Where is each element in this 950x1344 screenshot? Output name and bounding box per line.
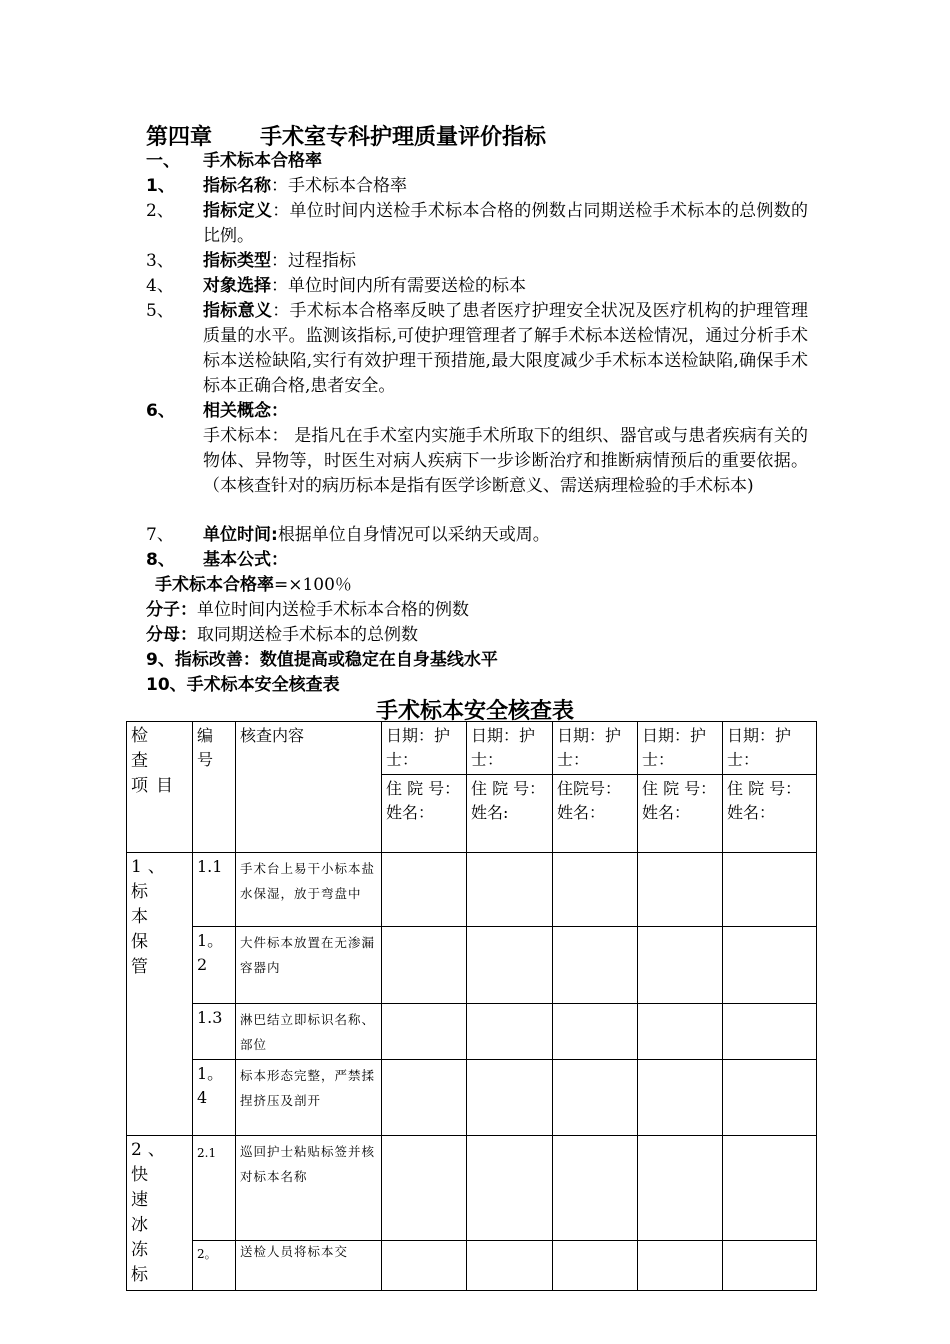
check-cell[interactable]: [638, 1240, 723, 1290]
check-cell[interactable]: [553, 1004, 638, 1060]
item-num: 6、: [146, 401, 175, 421]
item-text: ：过程指标: [271, 251, 356, 271]
section-title: 手术标本合格率: [203, 151, 322, 171]
check-cell[interactable]: [723, 1136, 817, 1241]
header-content: 核查内容: [236, 722, 382, 853]
item-num: 7、: [146, 525, 174, 545]
check-item: 2、快 速 冰 冻 标: [127, 1136, 193, 1291]
header-date-nurse: 日期：护士：: [638, 722, 723, 775]
row-number: 2。: [193, 1240, 236, 1290]
item-num: 1、: [146, 176, 175, 196]
chapter-label: 第四章: [146, 125, 213, 150]
check-cell[interactable]: [723, 853, 817, 927]
check-cell[interactable]: [382, 927, 467, 1004]
item-text: ：手术标本合格率反映了患者医疗护理安全状况及医疗机构的护理管理质量的水平。监测该指标,可使护理管理者了解手术标本送检情况，通过分析手术标本送检缺陷,实行有效护理干预措施,最大限度减少手术标本送检缺陷,确保手术标本正确合格,患者安全。: [203, 301, 809, 396]
check-cell[interactable]: [382, 1004, 467, 1060]
item-num: 4、: [146, 276, 174, 296]
check-cell[interactable]: [553, 853, 638, 927]
denominator-label: 分母：: [146, 625, 197, 645]
item-label: 相关概念：: [203, 401, 288, 421]
item-9: 9、指标改善：数值提高或稳定在自身基线水平: [146, 650, 498, 670]
check-cell[interactable]: [467, 853, 553, 927]
header-date-nurse: 日期：护士：: [467, 722, 553, 775]
check-cell[interactable]: [723, 1060, 817, 1136]
item-num: 2、: [146, 201, 174, 221]
item-label: 对象选择: [203, 276, 271, 296]
item-num: 5、: [146, 301, 174, 321]
checklist-table: [126, 721, 817, 1291]
item-label: 指标类型: [203, 251, 271, 271]
row-content: 大件标本放置在无渗漏容器内: [236, 927, 382, 1004]
check-cell[interactable]: [553, 1060, 638, 1136]
chapter-title: [146, 120, 546, 151]
check-cell[interactable]: [382, 1060, 467, 1136]
item-line: [203, 249, 356, 274]
header-number: 编 号: [193, 722, 236, 853]
denominator-text: 取同期送检手术标本的总例数: [197, 625, 418, 645]
header-date-nurse: 日期：护士：: [553, 722, 638, 775]
header-check-item: 检 查 项目: [127, 722, 193, 853]
table-row: [127, 927, 817, 1004]
item-10: 10、手术标本安全核查表: [146, 675, 340, 695]
chapter-title-text: 手术室专科护理质量评价指标: [260, 125, 547, 150]
row-content: 巡回护士粘贴标签并核对标本名称: [236, 1136, 382, 1241]
check-cell[interactable]: [553, 927, 638, 1004]
row-number: 1。2: [193, 927, 236, 1004]
item-num: 8、: [146, 550, 175, 570]
denominator: [146, 623, 418, 648]
table-row: [127, 1060, 817, 1136]
item-line: [203, 299, 808, 399]
table-row: [127, 853, 817, 927]
formula-label: 手术标本合格率: [155, 575, 274, 595]
check-cell[interactable]: [467, 927, 553, 1004]
section-num: 一、: [146, 151, 180, 171]
check-cell[interactable]: [638, 1136, 723, 1241]
row-number: 1.1: [193, 853, 236, 927]
item-label: 指标定义: [203, 201, 273, 221]
table-row: [127, 1136, 817, 1241]
header-date-nurse: 日期：护士：: [723, 722, 817, 775]
item-line: [203, 274, 526, 299]
item-text: ：单位时间内所有需要送检的标本: [271, 276, 526, 296]
header-patient: 住 院 号： 姓名：: [723, 775, 817, 853]
row-number: 2.1: [193, 1136, 236, 1241]
check-cell[interactable]: [553, 1240, 638, 1290]
item-text: ：手术标本合格率: [271, 176, 407, 196]
item-label: 指标意义: [203, 301, 273, 321]
item-text: 根据单位自身情况可以采纳天或周。: [277, 525, 550, 545]
row-number: 1。4: [193, 1060, 236, 1136]
check-cell[interactable]: [553, 1136, 638, 1241]
check-cell[interactable]: [467, 1004, 553, 1060]
item-line: [203, 523, 550, 548]
check-cell[interactable]: [723, 1004, 817, 1060]
numerator: [146, 598, 469, 623]
row-content: 标本形态完整，严禁揉捏挤压及剖开: [236, 1060, 382, 1136]
check-cell[interactable]: [382, 853, 467, 927]
item-line: [203, 174, 407, 199]
numerator-text: 单位时间内送检手术标本合格的例数: [197, 600, 469, 620]
numerator-label: 分子：: [146, 600, 197, 620]
check-cell[interactable]: [723, 927, 817, 1004]
check-cell[interactable]: [638, 1004, 723, 1060]
row-content: 手术台上易干小标本盐水保湿，放于弯盘中: [236, 853, 382, 927]
table-row: [127, 1004, 817, 1060]
check-cell[interactable]: [638, 927, 723, 1004]
check-cell[interactable]: [638, 853, 723, 927]
header-patient: 住 院 号： 姓名：: [382, 775, 467, 853]
header-patient: 住 院 号： 姓名:: [467, 775, 553, 853]
item-line: [203, 199, 808, 249]
row-number: 1.3: [193, 1004, 236, 1060]
check-cell[interactable]: [382, 1136, 467, 1241]
formula: [155, 573, 352, 598]
check-cell[interactable]: [467, 1060, 553, 1136]
check-cell[interactable]: [382, 1240, 467, 1290]
item-text: ：单位时间内送检手术标本合格的例数占同期送检手术标本的总例数的比例。: [203, 201, 809, 246]
row-content: 淋巴结立即标识名称、部位: [236, 1004, 382, 1060]
formula-text: =×100％: [274, 575, 352, 595]
concept-text: 手术标本： 是指凡在手术室内实施手术所取下的组织、器官或与患者疾病有关的物体、异物等，时医生对病人疾病下一步诊断治疗和推断病情预后的重要依据。（本核查针对的病历标本是指有医学诊断意义、需送病理检验的手术标本): [203, 426, 808, 496]
check-cell[interactable]: [723, 1240, 817, 1290]
table-title: 手术标本安全核查表: [375, 699, 574, 724]
table-header-row: [127, 722, 817, 775]
check-cell[interactable]: [467, 1136, 553, 1241]
item-label: 指标名称: [203, 176, 271, 196]
header-patient: 住 院 号： 姓名：: [638, 775, 723, 853]
check-cell[interactable]: [638, 1060, 723, 1136]
table-row: [127, 1240, 817, 1290]
item-label: 单位时间:: [203, 525, 278, 545]
item-num: 3、: [146, 251, 174, 271]
check-cell[interactable]: [467, 1240, 553, 1290]
header-date-nurse: 日期：护士：: [382, 722, 467, 775]
row-content: 送检人员将标本交: [236, 1240, 382, 1290]
check-item: 1、标 本 保 管: [127, 853, 193, 1136]
item-label: 基本公式：: [203, 550, 288, 570]
header-patient: 住院号：姓名：: [553, 775, 638, 853]
